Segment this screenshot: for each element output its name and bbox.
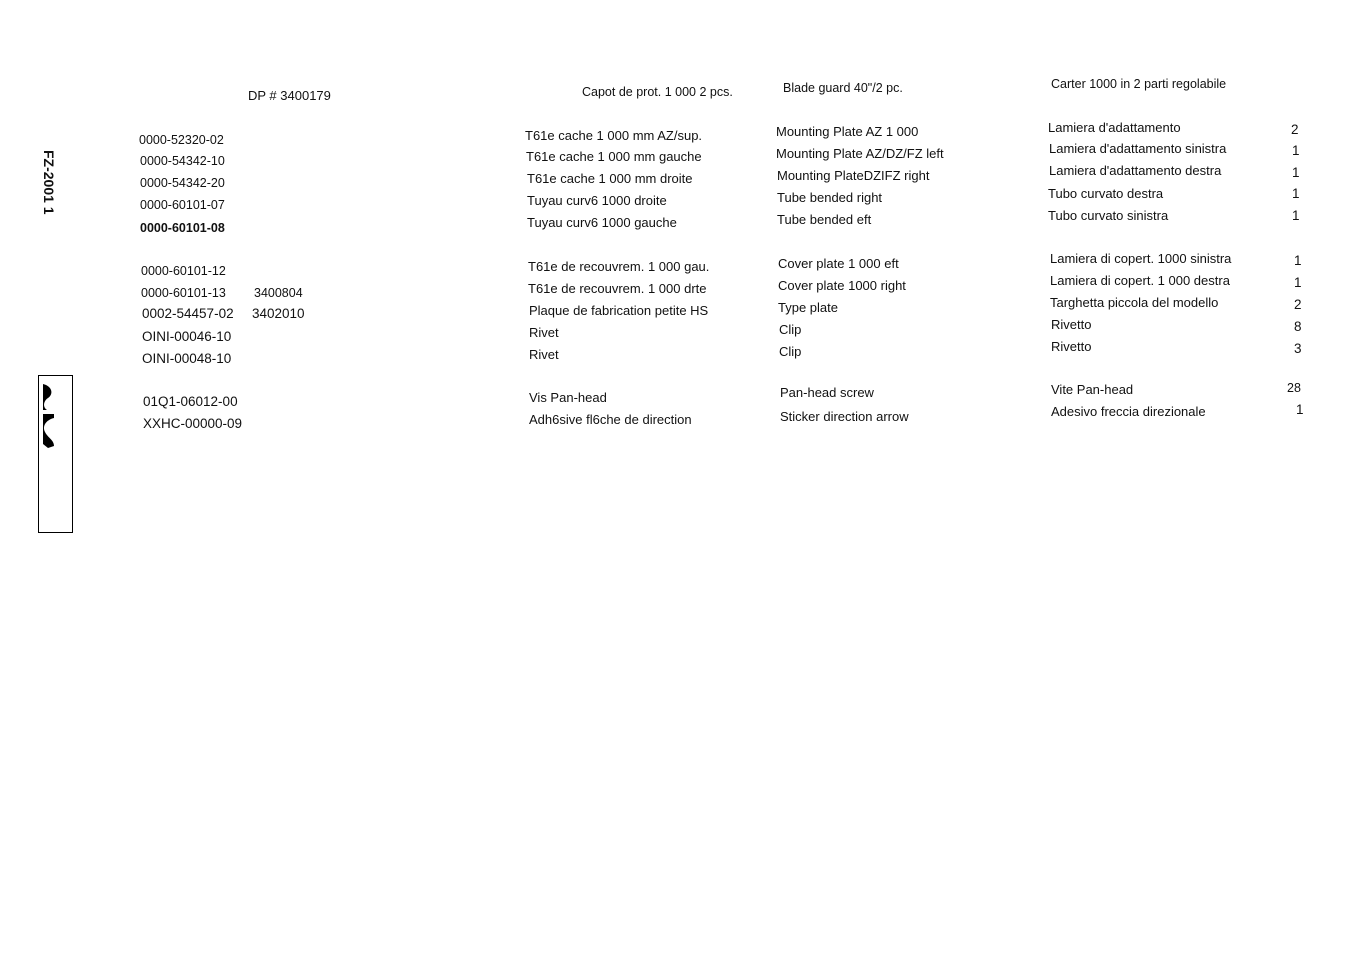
description-italian: Vite Pan-head xyxy=(1051,382,1134,397)
description-english: Sticker direction arrow xyxy=(780,409,909,424)
part-number: XXHC-00000-09 xyxy=(143,416,243,431)
description-french: T61e cache 1 000 mm gauche xyxy=(526,149,702,164)
header-italian: Carter 1000 in 2 parti regolabile xyxy=(1051,77,1227,91)
part-number: OINI-00046-10 xyxy=(142,329,232,344)
page-side-label: FZ-2001 1 xyxy=(41,150,57,215)
description-italian: Rivetto xyxy=(1051,339,1092,354)
description-italian: Tubo curvato destra xyxy=(1048,186,1164,201)
part-number: 01Q1-06012-00 xyxy=(143,394,238,409)
description-french: Adh6sive fl6che de direction xyxy=(529,412,692,427)
description-french: T61e de recouvrem. 1 000 gau. xyxy=(528,259,710,274)
description-english: Cover plate 1000 right xyxy=(778,278,906,293)
quantity: 1 xyxy=(1294,253,1302,268)
quantity: 1 xyxy=(1292,143,1300,158)
description-english: Mounting PlateDZIFZ right xyxy=(777,168,930,183)
reference-number: 3402010 xyxy=(252,306,305,321)
description-italian: Rivetto xyxy=(1051,317,1092,332)
reference-number: 3400804 xyxy=(254,286,303,300)
description-italian: Lamiera di copert. 1000 sinistra xyxy=(1050,251,1232,266)
description-french: Tuyau curv6 1000 gauche xyxy=(527,215,677,230)
header-french: Capot de prot. 1 000 2 pcs. xyxy=(582,85,733,99)
description-english: Tube bended right xyxy=(777,190,883,205)
part-number: 0000-60101-12 xyxy=(141,264,226,278)
description-italian: Lamiera d'adattamento destra xyxy=(1049,163,1222,178)
description-english: Mounting Plate AZ/DZ/FZ left xyxy=(776,146,944,161)
part-number: OINI-00048-10 xyxy=(142,351,232,366)
description-italian: Targhetta piccola del modello xyxy=(1050,295,1219,310)
logo-icon xyxy=(40,380,56,452)
part-number: 0000-52320-02 xyxy=(139,133,224,147)
description-english: Clip xyxy=(779,322,802,337)
quantity: 1 xyxy=(1294,275,1302,290)
quantity: 28 xyxy=(1287,381,1301,395)
description-english: Mounting Plate AZ 1 000 xyxy=(776,124,919,139)
quantity: 3 xyxy=(1294,341,1302,356)
part-number: 0000-54342-20 xyxy=(140,176,225,190)
description-french: Rivet xyxy=(529,347,559,362)
part-number: 0002-54457-02 xyxy=(142,306,234,321)
part-number: 0000-54342-10 xyxy=(140,154,225,168)
part-number: 0000-60101-07 xyxy=(140,198,225,212)
description-english: Pan-head screw xyxy=(780,385,874,400)
logo-box xyxy=(38,375,73,533)
description-english: Tube bended eft xyxy=(777,212,872,227)
description-french: T61e cache 1 000 mm AZ/sup. xyxy=(525,128,703,143)
description-italian: Adesivo freccia direzionale xyxy=(1051,404,1206,419)
description-french: T61e cache 1 000 mm droite xyxy=(527,171,693,186)
description-italian: Lamiera d'adattamento xyxy=(1048,120,1181,135)
header-part-number: DP # 3400179 xyxy=(248,88,331,103)
description-french: T61e de recouvrem. 1 000 drte xyxy=(528,281,707,296)
quantity: 1 xyxy=(1292,186,1300,201)
quantity: 8 xyxy=(1294,319,1302,334)
description-english: Type plate xyxy=(778,300,838,315)
part-number: 0000-60101-08 xyxy=(140,221,225,235)
quantity: 1 xyxy=(1292,208,1300,223)
quantity: 1 xyxy=(1292,165,1300,180)
description-english: Clip xyxy=(779,344,802,359)
description-french: Rivet xyxy=(529,325,559,340)
quantity: 1 xyxy=(1296,402,1304,417)
quantity: 2 xyxy=(1291,122,1299,137)
description-italian: Lamiera di copert. 1 000 destra xyxy=(1050,273,1230,288)
description-french: Vis Pan-head xyxy=(529,390,607,405)
quantity: 2 xyxy=(1294,297,1302,312)
description-english: Cover plate 1 000 eft xyxy=(778,256,899,271)
part-number: 0000-60101-13 xyxy=(141,286,226,300)
description-french: Plaque de fabrication petite HS xyxy=(529,303,709,318)
description-french: Tuyau curv6 1000 droite xyxy=(527,193,667,208)
description-italian: Lamiera d'adattamento sinistra xyxy=(1049,141,1227,156)
description-italian: Tubo curvato sinistra xyxy=(1048,208,1169,223)
header-english: Blade guard 40"/2 pc. xyxy=(783,81,903,95)
